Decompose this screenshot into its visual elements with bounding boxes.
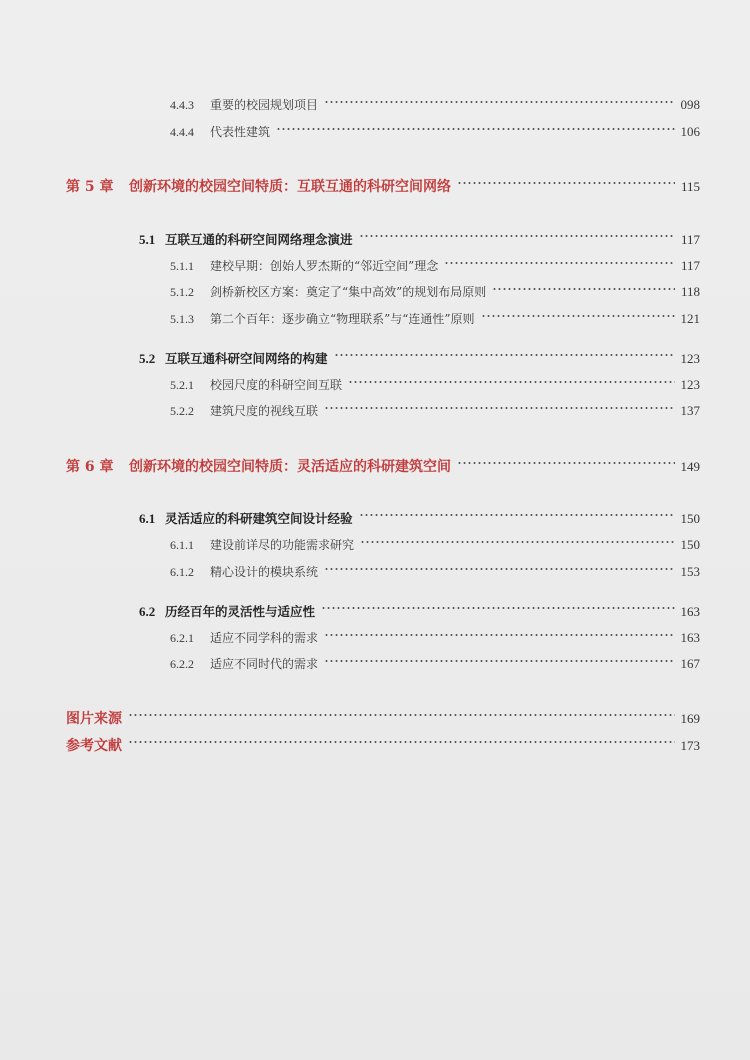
entry-page-number: 117 [680,258,700,273]
toc-entry-6-2[interactable] [139,602,700,620]
toc-entry-5-1-3[interactable] [170,310,700,327]
dot-leader [481,315,675,317]
dot-leader [324,568,674,570]
dot-leader [324,634,674,636]
entry-page-number: 149 [680,459,700,474]
entry-title: 适应不同学科的需求 [210,631,319,645]
section-number: 5.1 [139,232,156,247]
dot-leader [444,262,675,264]
entry-page-number: 121 [680,311,700,326]
dot-leader [359,235,675,237]
dot-leader [492,288,675,290]
dot-leader [348,381,674,383]
dot-leader [324,101,674,103]
dot-leader [128,741,675,743]
dot-leader [324,660,674,662]
entry-page-number: 106 [680,124,700,139]
dot-leader [276,128,674,130]
toc-entry-chapter-6[interactable] [66,456,700,476]
entry-page-number: 163 [680,630,700,645]
dot-leader [359,514,675,516]
entry-page-number: 118 [680,284,700,299]
entry-number: 5.1.2 [170,285,194,299]
entry-number: 5.2.2 [170,404,194,418]
entry-number: 6.1.2 [170,565,194,579]
entry-page-number: 098 [680,97,700,112]
entry-number: 5.2.1 [170,378,194,392]
dot-leader [128,714,675,716]
entry-title: 建校早期：创始人罗杰斯的“邻近空间”理念 [210,259,439,273]
dot-leader [321,607,674,609]
toc-entry-image-sources[interactable] [66,708,700,728]
toc-entry-5-1[interactable] [139,230,700,248]
toc-entry-6-1-1[interactable] [170,536,700,553]
chapter-title: 创新环境的校园空间特质：互联互通的科研空间网络 [129,179,451,195]
entry-page-number: 153 [680,564,700,579]
entry-title: 精心设计的模块系统 [210,565,319,579]
entry-title: 重要的校园规划项目 [210,98,319,112]
entry-number: 4.4.4 [170,125,194,139]
entry-title: 建设前详尽的功能需求研究 [210,538,355,552]
entry-title: 剑桥新校区方案：奠定了“集中高效”的规划布局原则 [210,285,487,299]
toc-entry-5-1-1[interactable] [170,257,700,274]
dot-leader [360,541,674,543]
toc-entry-chapter-5[interactable] [66,176,700,196]
toc-entry-5-2[interactable] [139,349,700,367]
entry-page-number: 117 [680,232,700,247]
section-number: 6.2 [139,604,156,619]
entry-page-number: 163 [680,604,700,619]
entry-page-number: 173 [680,738,700,753]
entry-page-number: 169 [680,711,700,726]
toc-entry-6-1-2[interactable] [170,563,700,580]
entry-title: 代表性建筑 [210,125,271,139]
entry-number: 6.2.2 [170,657,194,671]
entry-title: 建筑尺度的视线互联 [210,404,319,418]
chapter-title: 创新环境的校园空间特质：灵活适应的科研建筑空间 [129,459,451,475]
entry-title: 校园尺度的科研空间互联 [210,378,343,392]
entry-title: 第二个百年：逐步确立“物理联系”与“连通性”原则 [210,312,475,326]
toc-entry-6-2-1[interactable] [170,629,700,646]
chapter-number: 第 5 章 [66,179,114,195]
entry-page-number: 150 [680,511,700,526]
entry-title: 适应不同时代的需求 [210,657,319,671]
appendix-title: 参考文献 [66,738,122,754]
entry-number: 4.4.3 [170,98,194,112]
entry-page-number: 137 [680,403,700,418]
dot-leader [457,182,675,184]
toc-entry-6-2-2[interactable] [170,655,700,672]
dot-leader [334,354,675,356]
toc-entry-6-1[interactable] [139,509,700,527]
section-number: 6.1 [139,511,156,526]
entry-page-number: 123 [680,351,700,366]
entry-page-number: 123 [680,377,700,392]
entry-number: 6.2.1 [170,631,194,645]
section-number: 5.2 [139,351,156,366]
entry-number: 5.1.3 [170,312,194,326]
toc-entry-4-4-3[interactable] [170,96,700,113]
entry-page-number: 115 [680,179,700,194]
section-title: 历经百年的灵活性与适应性 [165,604,316,619]
toc-entry-5-1-2[interactable] [170,283,700,300]
entry-number: 5.1.1 [170,259,194,273]
entry-number: 6.1.1 [170,538,194,552]
section-title: 互联互通科研空间网络的构建 [165,351,328,366]
dot-leader [324,407,674,409]
section-title: 互联互通的科研空间网络理念演进 [165,232,353,247]
toc-entry-4-4-4[interactable] [170,123,700,140]
toc-entry-5-2-1[interactable] [170,376,700,393]
dot-leader [457,462,675,464]
section-title: 灵活适应的科研建筑空间设计经验 [165,511,353,526]
toc-entry-5-2-2[interactable] [170,402,700,419]
toc-entry-references[interactable] [66,735,700,755]
entry-page-number: 150 [680,537,700,552]
appendix-title: 图片来源 [66,711,122,727]
entry-page-number: 167 [680,656,700,671]
chapter-number: 第 6 章 [66,459,114,475]
